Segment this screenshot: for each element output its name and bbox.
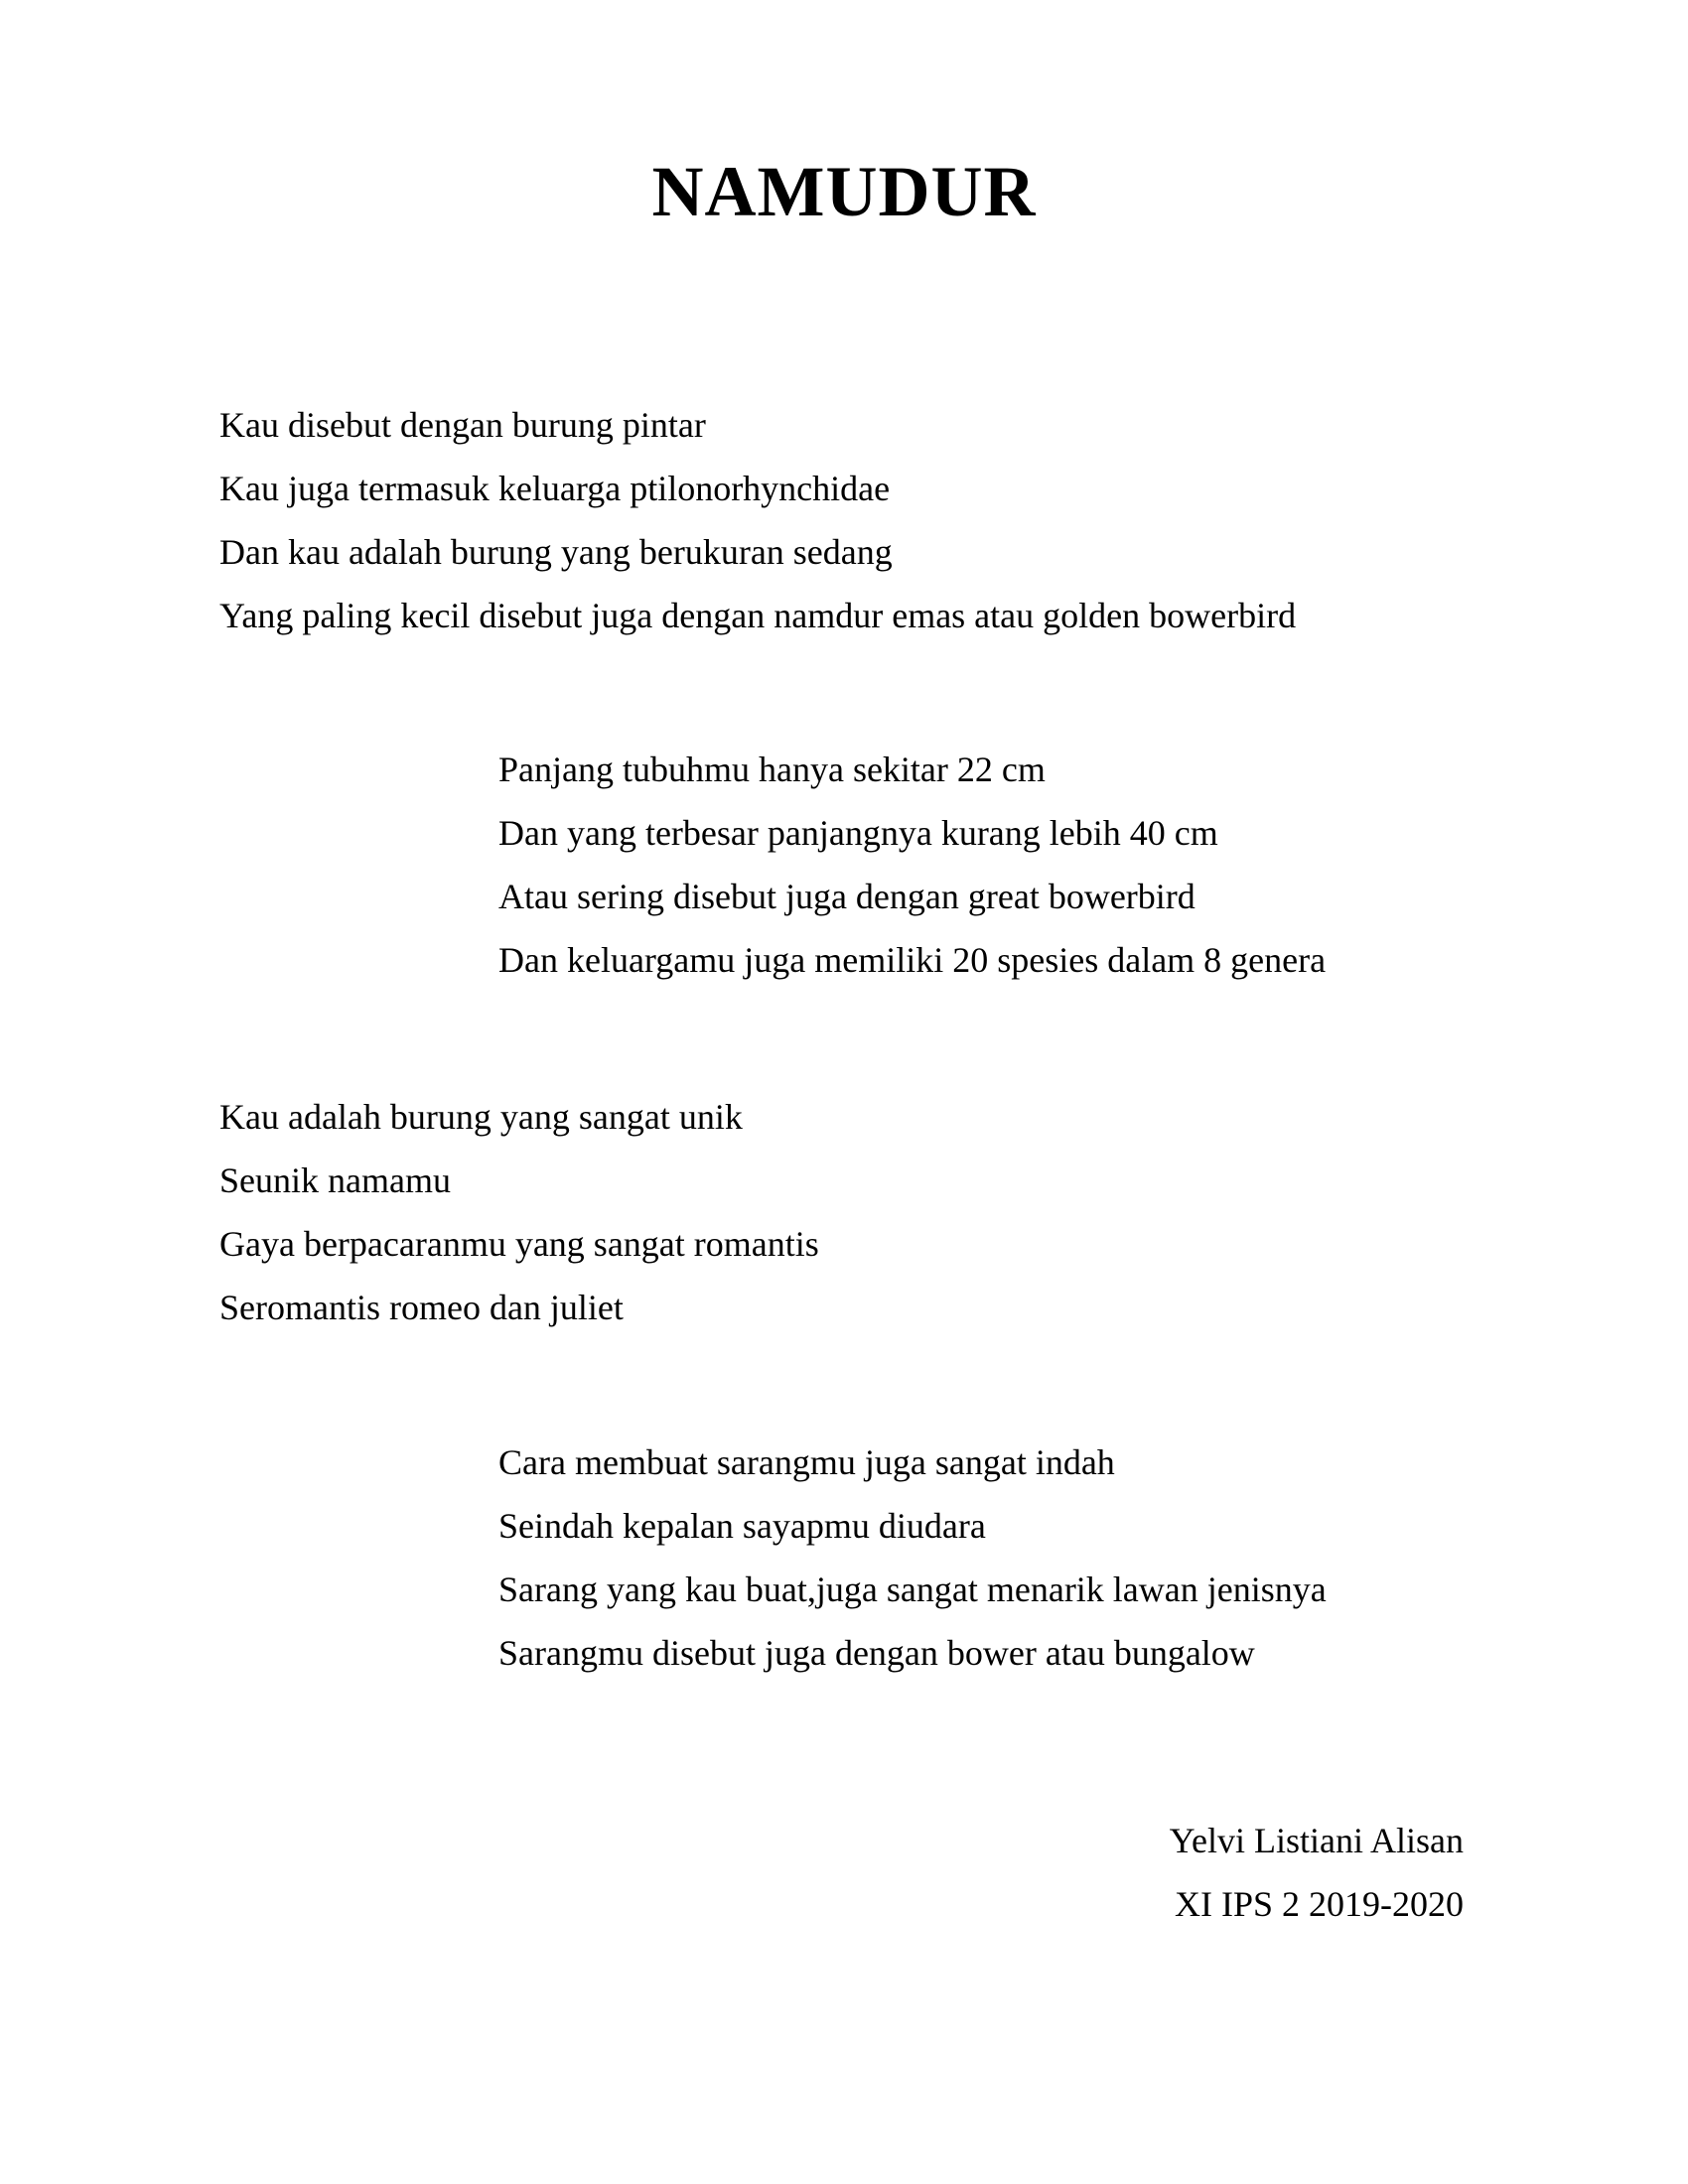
author-name: Yelvi Listiani Alisan (1169, 1821, 1464, 1860)
poem-line: Yang paling kecil disebut juga dengan namdur emas atau golden bowerbird (219, 596, 1297, 635)
stanza-4 (498, 1431, 1327, 1685)
stanza-3 (219, 1085, 819, 1339)
poem-line: Kau adalah burung yang sangat unik (219, 1097, 743, 1137)
poem-line: Kau disebut dengan burung pintar (219, 405, 706, 445)
poem-line: Cara membuat sarangmu juga sangat indah (498, 1442, 1115, 1482)
stanza-1 (219, 393, 1296, 647)
poem-line: Dan kau adalah burung yang berukuran sedang (219, 532, 893, 572)
poem-line: Seunik namamu (219, 1160, 451, 1200)
poem-line: Seindah kepalan sayapmu diudara (498, 1506, 986, 1546)
poem-line: Sarang yang kau buat,juga sangat menarik lawan jenisnya (498, 1570, 1327, 1609)
stanza-2 (498, 738, 1326, 992)
poem-line: Dan keluargamu juga memiliki 20 spesies dalam 8 genera (498, 940, 1327, 980)
poem-line: Gaya berpacaranmu yang sangat romantis (219, 1224, 819, 1264)
poem-line: Kau juga termasuk keluarga ptilonorhynchidae (219, 469, 891, 508)
author-class-year: XI IPS 2 2019-2020 (1174, 1884, 1464, 1924)
poem-line: Panjang tubuhmu hanya sekitar 22 cm (498, 750, 1046, 789)
poem-line: Seromantis romeo dan juliet (219, 1288, 624, 1327)
poem-line: Atau sering disebut juga dengan great bowerbird (498, 877, 1196, 916)
poem-line: Sarangmu disebut juga dengan bower atau bungalow (498, 1633, 1255, 1673)
poem-title: NAMUDUR (651, 152, 1037, 231)
poem-line: Dan yang terbesar panjangnya kurang lebih 40 cm (498, 813, 1218, 853)
author-signature (1170, 1809, 1464, 1936)
